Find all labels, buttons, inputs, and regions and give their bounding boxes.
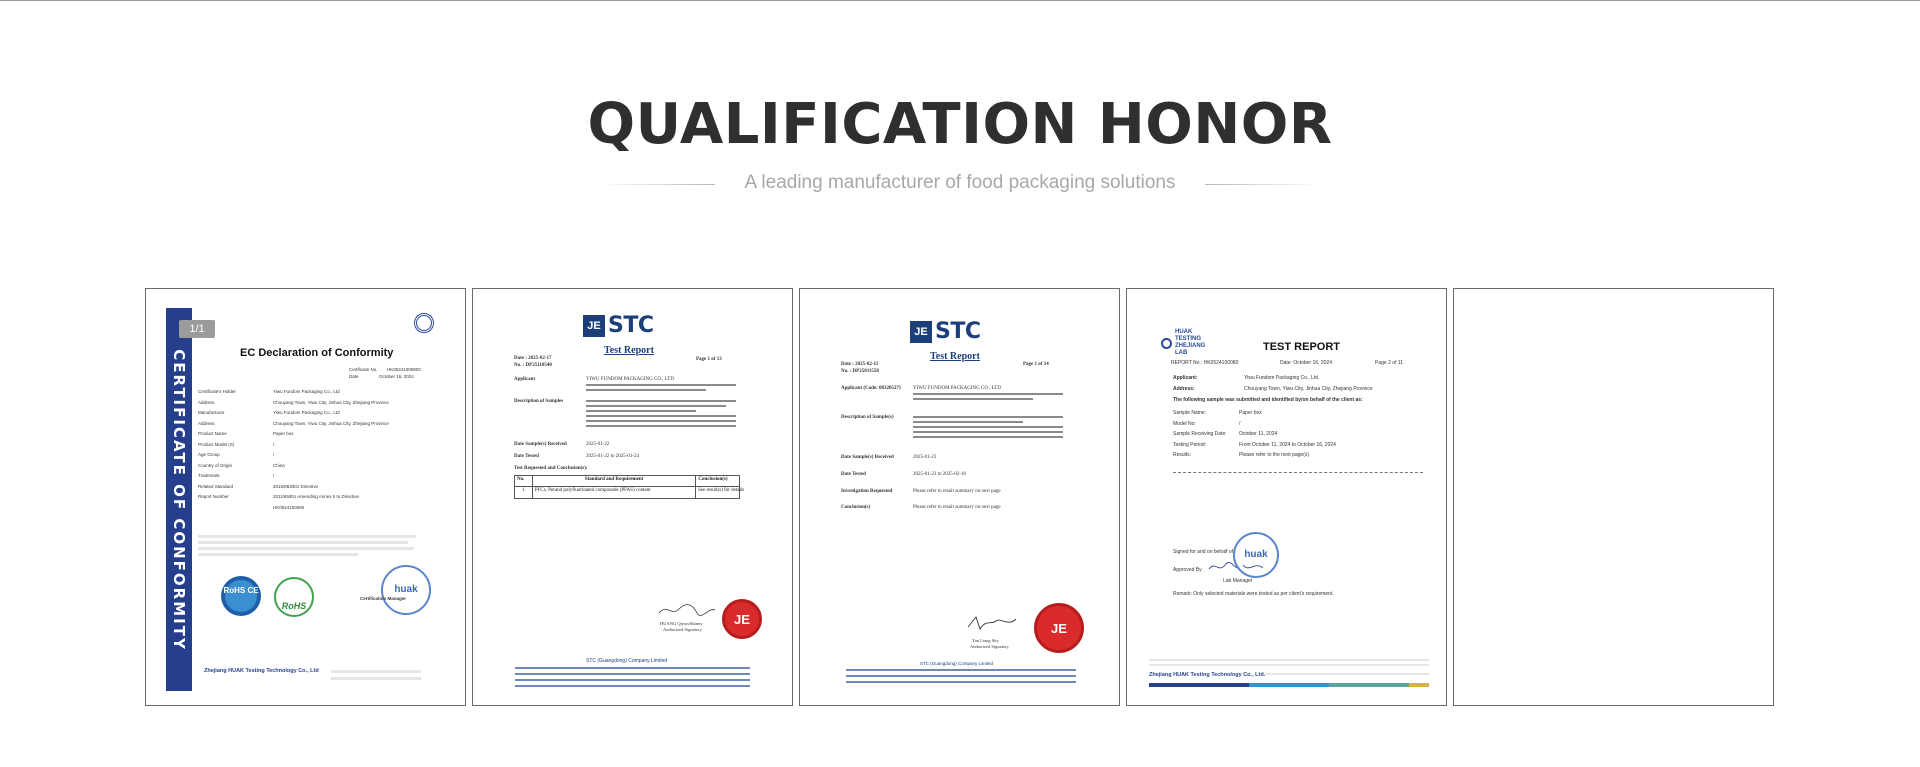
body-text-line — [913, 416, 1063, 418]
certificate-card-huak-report[interactable] — [1126, 288, 1447, 706]
footer-color-bar — [1249, 683, 1329, 687]
footer-line — [1265, 673, 1429, 675]
body-text-line — [913, 436, 1063, 438]
received-value: 2025-01-23 — [913, 455, 937, 460]
signer-title: Certification Manager — [360, 596, 407, 601]
field-label: Product Name — [198, 431, 227, 436]
body-text-line — [586, 405, 726, 407]
field-label: Manufacturer — [198, 410, 225, 415]
body-text-line — [198, 535, 416, 538]
footer-line — [1149, 659, 1429, 661]
footer-line — [846, 675, 1076, 677]
field-value: Chouyang Town, Yiwu City, Jinhua City, Zhejiang Province — [273, 420, 389, 426]
field-value: China — [273, 462, 285, 468]
side-band-text: CERTIFICATE OF CONFORMITY — [170, 348, 188, 651]
sample-note: The following sample was submitted and identified by/on behalf of the client as: — [1173, 397, 1363, 403]
tested-value: 2025-01-23 to 2025-02-10 — [913, 472, 967, 477]
field-value: Yiwu Fundom Packaging Co., Ltd — [273, 389, 340, 394]
section-title: QUALIFICATION HONOR — [587, 92, 1333, 157]
footer-line — [515, 673, 750, 675]
received-label: Date Sample(s) Received — [514, 442, 567, 447]
date-label: Date — [349, 374, 359, 379]
conclusions-label: Conclusion(s) — [841, 505, 871, 510]
detail-label: Testing Period: — [1173, 441, 1207, 448]
field-label: Address — [198, 399, 215, 405]
date-value: October 16, 2024 — [379, 374, 414, 379]
huak-logo — [1161, 329, 1211, 357]
page-count: Page 1 of 14 — [1023, 362, 1049, 367]
footer-color-bar — [1409, 683, 1429, 687]
body-text-line — [586, 420, 736, 422]
stc-logo — [910, 319, 981, 344]
report-title: Test Report — [930, 351, 980, 362]
field-value: Chouyang Town, Yiwu City, Jinhua City, Zhejiang Province — [273, 399, 389, 405]
received-label: Date Sample(s) Received — [841, 455, 894, 460]
signature-mark — [657, 601, 717, 619]
field-label: Trademark — [198, 473, 220, 478]
field-label: Certificate's Holder — [198, 389, 236, 394]
results-table — [514, 475, 745, 499]
field-label: Age Group — [198, 452, 220, 457]
applicant-label: Applicant: — [1173, 375, 1198, 381]
huak-stamp: huak — [1233, 532, 1279, 578]
table-header-cell: No. — [515, 476, 533, 486]
field-label: Product Model (S) — [198, 441, 235, 447]
cert-no-label: Certificate No. — [349, 367, 378, 372]
certificate-card-stc-report-2[interactable] — [799, 288, 1120, 706]
report-date: Date : 2025-02-11 — [841, 362, 879, 367]
field-value: 2015/863/EU Directive — [273, 483, 319, 489]
body-text-line — [198, 547, 414, 550]
tested-label: Date Tested — [514, 454, 539, 459]
field-value: / — [273, 452, 275, 457]
certificate-card-empty[interactable] — [1453, 288, 1774, 706]
description-label: Description of Samples — [514, 399, 564, 404]
report-date: Date: October 16, 2024 — [1280, 360, 1332, 366]
approved-by-label: Approved By — [1173, 567, 1202, 573]
conclusions-value: Please refer to result summary on next page — [913, 505, 1001, 510]
received-value: 2025-01-22 — [586, 442, 610, 447]
stc-logo — [583, 313, 654, 338]
rohs-leaf-badge: RoHS — [274, 577, 314, 617]
section-subtitle-row — [0, 172, 1920, 196]
body-text-line — [913, 426, 1063, 428]
table-header-row — [515, 476, 739, 487]
body-text-line — [586, 425, 736, 427]
footer-color-bar — [1149, 683, 1249, 687]
tested-label: Date Tested — [841, 472, 866, 477]
report-title: TEST REPORT — [1263, 341, 1341, 353]
huak-stamp: huak — [381, 565, 431, 615]
footer-line — [515, 667, 750, 669]
red-company-seal: JE — [722, 599, 762, 639]
huak-logo-name: HUAK TESTING ZHEJIANG LAB — [1175, 329, 1206, 356]
footer-line — [331, 670, 421, 673]
certificate-card-ec-declaration[interactable] — [145, 288, 466, 706]
body-text-line — [586, 415, 736, 417]
certificate-image — [800, 289, 1119, 705]
signatory-role: Authorized Signatory — [663, 627, 702, 632]
detail-labels — [1173, 408, 1227, 461]
field-label: Report Number — [198, 494, 229, 499]
field-label: Address — [198, 420, 215, 426]
remark-text: Remark: Only selected materials were tested as per client's requirement. — [1173, 591, 1334, 597]
certificate-card-stc-report-1[interactable] — [472, 288, 793, 706]
detail-label: Model No: — [1173, 420, 1196, 427]
subtitle-right-line — [1205, 184, 1320, 185]
detail-value: Paper box — [1239, 410, 1262, 416]
report-no: No. : DP25011558 — [841, 369, 879, 374]
red-company-seal: JE — [1034, 603, 1084, 653]
detail-value: Please refer to the next page(s) — [1239, 452, 1310, 458]
emblem-icon — [414, 313, 434, 333]
applicant-label: Applicant — [514, 377, 536, 382]
signatory-name: HUANG Qiyun/Skinny — [660, 621, 703, 626]
investigation-value: Please refer to result summary on next page — [913, 489, 1001, 494]
certificate-image — [473, 289, 792, 705]
section-subtitle: A leading manufacturer of food packaging solutions — [744, 172, 1176, 193]
table-cell: PFCs, Perand polyfluorinated compounds (PFAS) content — [533, 487, 696, 498]
field-value: / — [273, 473, 275, 478]
body-text-line — [586, 400, 736, 402]
body-text-line — [913, 398, 1033, 400]
dashed-divider — [1173, 472, 1423, 473]
stc-logo-mark: JE — [583, 315, 605, 337]
detail-values — [1239, 408, 1336, 461]
issuer-name: Zhejiang HUAK Testing Technology Co., Ltd — [204, 668, 319, 674]
signed-for-label: Signed for and on behalf of — [1173, 549, 1234, 555]
stc-logo-word: STC — [935, 319, 981, 344]
report-date: Date : 2025-02-17 — [514, 356, 552, 361]
report-no: REPORT No.: HK0524100080 — [1171, 360, 1239, 366]
body-text-line — [586, 410, 696, 412]
conclusion-heading: Test Requested and Conclusion(s): — [514, 466, 588, 471]
detail-value: / — [1239, 420, 1241, 427]
applicant-value: Yiwu Fundom Packaging Co., Ltd. — [1244, 375, 1320, 381]
certificate-image — [146, 289, 465, 705]
address-label: Address: — [1173, 386, 1195, 392]
issuer-name: Zhejiang HUAK Testing Technology Co., Ltd. — [1149, 672, 1266, 678]
body-text-line — [586, 384, 736, 386]
table-header-cell: Standard and Requirement — [533, 476, 696, 486]
field-value: 2011/65/EU Amending Annex II to Directive — [273, 494, 359, 499]
table-cell: 1 — [515, 487, 533, 498]
footer-company: STC (Guangdong) Company Limited — [920, 661, 994, 666]
applicant-value: YIWU FUNDOM PACKAGING CO., LTD — [586, 377, 674, 382]
signature-mark — [966, 613, 1018, 633]
signatory-role: Authorized Signatory — [970, 644, 1009, 649]
detail-label: Results: — [1173, 452, 1192, 458]
stc-logo-mark: JE — [910, 321, 932, 343]
field-value: Yiwu Fundom Packaging Co., Ltd — [273, 410, 340, 415]
field-value: Paper box — [273, 431, 294, 436]
applicant-label: Applicant (Code: 08320527) — [841, 386, 901, 391]
detail-label: Sample Receiving Date: — [1173, 431, 1227, 437]
field-value: HK0524100080 — [273, 504, 305, 510]
certificate-image — [1127, 289, 1446, 705]
applicant-value: YIWU FUNDOM PACKAGING CO., LTD — [913, 386, 1001, 391]
body-text-line — [586, 389, 706, 391]
footer-line — [1149, 664, 1429, 666]
certificate-title: EC Declaration of Conformity — [240, 347, 394, 359]
footer-line — [846, 669, 1076, 671]
footer-color-bar — [1329, 683, 1409, 687]
footer-company: STC (Guangdong) Company Limited — [586, 658, 668, 664]
stc-logo-word: STC — [608, 313, 654, 338]
footer-line — [846, 681, 1076, 683]
footer-line — [515, 679, 750, 681]
address-value: Chouyang Town, Yiwu City, Jinhua City, Zhejiang Province — [1244, 386, 1373, 392]
field-label: Related Standard — [198, 483, 234, 489]
body-text-line — [913, 421, 1023, 423]
footer-line — [515, 685, 750, 687]
top-divider — [0, 0, 1920, 1]
detail-value: October 11, 2024 — [1239, 431, 1278, 437]
detail-value: From October 11, 2024 to October 16, 2024 — [1239, 441, 1336, 448]
page-indicator: 1/1 — [179, 320, 215, 338]
page-count: Page 1 of 13 — [696, 357, 722, 362]
field-value: / — [273, 441, 275, 447]
description-label: Description of Sample(s) — [841, 415, 894, 420]
rohs-ce-badge: RoHS CE — [221, 576, 261, 616]
body-text-line — [913, 431, 1063, 433]
body-text-line — [198, 541, 408, 544]
detail-label: Sample Name: — [1173, 410, 1207, 416]
investigation-label: Investigation Requested — [841, 489, 893, 494]
signatory-name: Yan Liang Sky — [972, 638, 999, 643]
report-title: Test Report — [604, 345, 654, 356]
report-no: No. : DP25110540 — [514, 363, 552, 368]
tested-value: 2025-01-22 to 2025-01-24 — [586, 454, 640, 459]
lab-manager-label: Lab Manager — [1223, 578, 1253, 584]
field-values — [273, 387, 389, 513]
footer-line — [331, 677, 421, 680]
body-text-line — [198, 553, 358, 556]
field-label: Country of Origin — [198, 462, 233, 468]
body-text-line — [913, 393, 1063, 395]
table-header-cell: Conclusion(s) — [698, 477, 728, 482]
certificate-side-band — [166, 308, 192, 691]
table-row — [515, 487, 745, 498]
field-labels — [198, 387, 236, 503]
huak-logo-mark — [1161, 338, 1172, 349]
page-count: Page 2 of 11 — [1375, 360, 1403, 366]
cert-no: HK0524100080C — [387, 367, 422, 372]
table-cell: See result(s) for details — [698, 488, 745, 493]
